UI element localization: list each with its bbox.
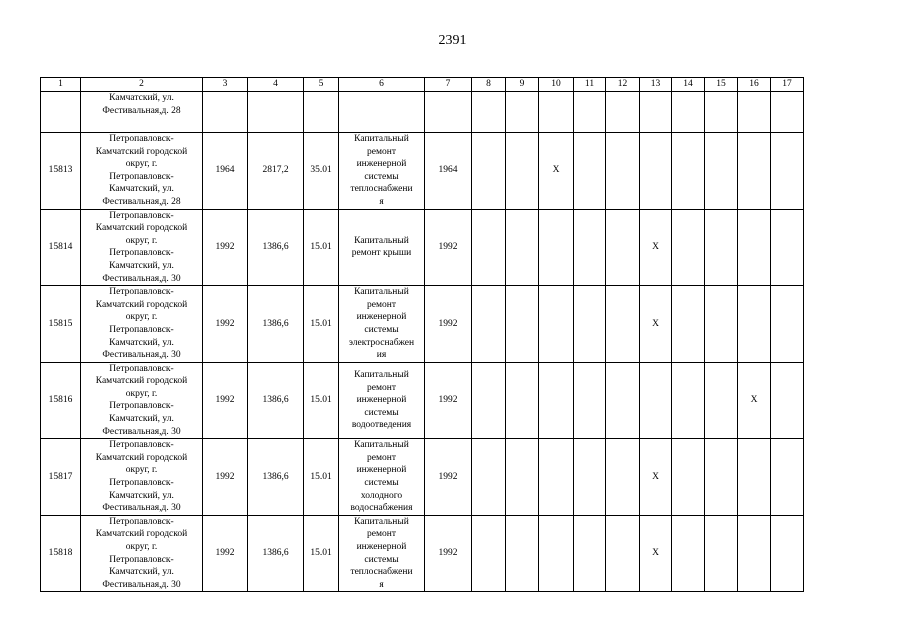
cell-mark-col-15 bbox=[705, 286, 738, 363]
cell-mark-col-9 bbox=[506, 515, 539, 592]
cell-mark-col-10 bbox=[539, 439, 574, 516]
cell-mark-col-15 bbox=[705, 209, 738, 286]
cell-mark-col-15 bbox=[705, 362, 738, 439]
table-body bbox=[41, 92, 804, 592]
cell-mark-col-11 bbox=[574, 362, 606, 439]
cell-area: 1386,6 bbox=[248, 515, 304, 592]
cell-mark-col-17 bbox=[771, 133, 804, 210]
column-header-11: 11 bbox=[574, 78, 606, 92]
cell-area bbox=[248, 92, 304, 133]
column-header-17: 17 bbox=[771, 78, 804, 92]
cell-mark-col-14 bbox=[672, 362, 705, 439]
cell-mark-col-16: X bbox=[738, 362, 771, 439]
cell-year: 1964 bbox=[203, 133, 248, 210]
cell-mark-col-15 bbox=[705, 133, 738, 210]
cell-plan-year: 1992 bbox=[425, 439, 472, 516]
cell-plan-year: 1992 bbox=[425, 515, 472, 592]
cell-work-type: Капитальный ремонт инженерной системы теплоснабжени я bbox=[339, 515, 425, 592]
cell-mark-col-9 bbox=[506, 439, 539, 516]
cell-plan-year bbox=[425, 92, 472, 133]
cell-year: 1992 bbox=[203, 286, 248, 363]
cell-mark-col-9 bbox=[506, 92, 539, 133]
cell-mark-col-11 bbox=[574, 133, 606, 210]
cell-mark-col-15 bbox=[705, 92, 738, 133]
cell-mark-col-10 bbox=[539, 515, 574, 592]
cell-work-type: Капитальный ремонт инженерной системы холодного водоснабжения bbox=[339, 439, 425, 516]
cell-mark-col-8 bbox=[472, 515, 506, 592]
cell-mark-col-16 bbox=[738, 133, 771, 210]
cell-code: 15.01 bbox=[304, 209, 339, 286]
table-row bbox=[41, 515, 804, 592]
table-row bbox=[41, 439, 804, 516]
cell-code: 15.01 bbox=[304, 362, 339, 439]
header-row bbox=[41, 78, 804, 92]
cell-mark-col-12 bbox=[606, 92, 640, 133]
cell-mark-col-16 bbox=[738, 286, 771, 363]
cell-mark-col-16 bbox=[738, 515, 771, 592]
cell-code: 35.01 bbox=[304, 133, 339, 210]
cell-address: Петропавловск- Камчатский городской округ, г. Петропавловск- Камчатский, ул. Фестивальная,д. 30 bbox=[81, 439, 203, 516]
column-header-2: 2 bbox=[81, 78, 203, 92]
cell-area: 1386,6 bbox=[248, 362, 304, 439]
table-row bbox=[41, 209, 804, 286]
cell-mark-col-13: X bbox=[640, 286, 672, 363]
cell-mark-col-17 bbox=[771, 92, 804, 133]
cell-area: 1386,6 bbox=[248, 286, 304, 363]
cell-mark-col-15 bbox=[705, 515, 738, 592]
column-header-6: 6 bbox=[339, 78, 425, 92]
cell-mark-col-10 bbox=[539, 362, 574, 439]
cell-plan-year: 1992 bbox=[425, 286, 472, 363]
cell-year: 1992 bbox=[203, 439, 248, 516]
cell-year: 1992 bbox=[203, 515, 248, 592]
cell-mark-col-11 bbox=[574, 209, 606, 286]
cell-id bbox=[41, 92, 81, 133]
cell-mark-col-14 bbox=[672, 439, 705, 516]
cell-mark-col-10: X bbox=[539, 133, 574, 210]
cell-mark-col-11 bbox=[574, 92, 606, 133]
cell-address: Петропавловск- Камчатский городской округ, г. Петропавловск- Камчатский, ул. Фестивальная,д. 30 bbox=[81, 515, 203, 592]
cell-mark-col-13 bbox=[640, 362, 672, 439]
cell-mark-col-13 bbox=[640, 92, 672, 133]
column-header-4: 4 bbox=[248, 78, 304, 92]
cell-mark-col-17 bbox=[771, 286, 804, 363]
cell-mark-col-12 bbox=[606, 286, 640, 363]
cell-mark-col-13 bbox=[640, 133, 672, 210]
cell-mark-col-11 bbox=[574, 515, 606, 592]
cell-address: Камчатский, ул. Фестивальная,д. 28 bbox=[81, 92, 203, 133]
cell-mark-col-8 bbox=[472, 286, 506, 363]
cell-work-type: Капитальный ремонт крыши bbox=[339, 209, 425, 286]
cell-mark-col-12 bbox=[606, 515, 640, 592]
cell-mark-col-12 bbox=[606, 209, 640, 286]
cell-mark-col-11 bbox=[574, 286, 606, 363]
column-header-9: 9 bbox=[506, 78, 539, 92]
cell-mark-col-9 bbox=[506, 362, 539, 439]
cell-code: 15.01 bbox=[304, 286, 339, 363]
column-header-5: 5 bbox=[304, 78, 339, 92]
cell-mark-col-13: X bbox=[640, 209, 672, 286]
cell-mark-col-14 bbox=[672, 92, 705, 133]
table-row bbox=[41, 133, 804, 210]
cell-address: Петропавловск- Камчатский городской округ, г. Петропавловск- Камчатский, ул. Фестивальная,д. 30 bbox=[81, 209, 203, 286]
cell-mark-col-14 bbox=[672, 133, 705, 210]
cell-area: 1386,6 bbox=[248, 439, 304, 516]
cell-id: 15818 bbox=[41, 515, 81, 592]
cell-mark-col-17 bbox=[771, 209, 804, 286]
cell-mark-col-8 bbox=[472, 439, 506, 516]
cell-plan-year: 1992 bbox=[425, 362, 472, 439]
column-header-15: 15 bbox=[705, 78, 738, 92]
cell-mark-col-9 bbox=[506, 209, 539, 286]
cell-mark-col-12 bbox=[606, 439, 640, 516]
cell-mark-col-8 bbox=[472, 133, 506, 210]
cell-id: 15817 bbox=[41, 439, 81, 516]
cell-mark-col-14 bbox=[672, 515, 705, 592]
column-header-10: 10 bbox=[539, 78, 574, 92]
cell-year bbox=[203, 92, 248, 133]
column-header-12: 12 bbox=[606, 78, 640, 92]
cell-mark-col-8 bbox=[472, 362, 506, 439]
cell-code: 15.01 bbox=[304, 515, 339, 592]
column-header-3: 3 bbox=[203, 78, 248, 92]
cell-mark-col-16 bbox=[738, 92, 771, 133]
cell-year: 1992 bbox=[203, 209, 248, 286]
cell-id: 15814 bbox=[41, 209, 81, 286]
cell-mark-col-8 bbox=[472, 92, 506, 133]
cell-mark-col-14 bbox=[672, 209, 705, 286]
cell-mark-col-9 bbox=[506, 286, 539, 363]
cell-mark-col-17 bbox=[771, 439, 804, 516]
cell-year: 1992 bbox=[203, 362, 248, 439]
cell-plan-year: 1992 bbox=[425, 209, 472, 286]
cell-work-type: Капитальный ремонт инженерной системы водоотведения bbox=[339, 362, 425, 439]
column-header-14: 14 bbox=[672, 78, 705, 92]
table-row bbox=[41, 92, 804, 133]
cell-address: Петропавловск- Камчатский городской округ, г. Петропавловск- Камчатский, ул. Фестивальная,д. 28 bbox=[81, 133, 203, 210]
cell-area: 2817,2 bbox=[248, 133, 304, 210]
cell-work-type bbox=[339, 92, 425, 133]
cell-plan-year: 1964 bbox=[425, 133, 472, 210]
cell-mark-col-14 bbox=[672, 286, 705, 363]
cell-mark-col-12 bbox=[606, 133, 640, 210]
page-number: 2391 bbox=[438, 33, 467, 48]
cell-address: Петропавловск- Камчатский городской округ, г. Петропавловск- Камчатский, ул. Фестивальная,д. 30 bbox=[81, 286, 203, 363]
cell-id: 15815 bbox=[41, 286, 81, 363]
column-header-1: 1 bbox=[41, 78, 81, 92]
registry-table bbox=[40, 77, 804, 592]
cell-code bbox=[304, 92, 339, 133]
cell-work-type: Капитальный ремонт инженерной системы электроснабжен ия bbox=[339, 286, 425, 363]
cell-code: 15.01 bbox=[304, 439, 339, 516]
table-row bbox=[41, 362, 804, 439]
column-header-13: 13 bbox=[640, 78, 672, 92]
cell-id: 15813 bbox=[41, 133, 81, 210]
cell-mark-col-12 bbox=[606, 362, 640, 439]
cell-mark-col-9 bbox=[506, 133, 539, 210]
cell-mark-col-16 bbox=[738, 439, 771, 516]
column-header-7: 7 bbox=[425, 78, 472, 92]
cell-mark-col-17 bbox=[771, 515, 804, 592]
cell-area: 1386,6 bbox=[248, 209, 304, 286]
cell-mark-col-17 bbox=[771, 362, 804, 439]
cell-mark-col-8 bbox=[472, 209, 506, 286]
cell-work-type: Капитальный ремонт инженерной системы теплоснабжени я bbox=[339, 133, 425, 210]
cell-mark-col-16 bbox=[738, 209, 771, 286]
cell-mark-col-13: X bbox=[640, 515, 672, 592]
cell-address: Петропавловск- Камчатский городской округ, г. Петропавловск- Камчатский, ул. Фестивальная,д. 30 bbox=[81, 362, 203, 439]
cell-mark-col-10 bbox=[539, 209, 574, 286]
column-header-8: 8 bbox=[472, 78, 506, 92]
cell-mark-col-10 bbox=[539, 286, 574, 363]
table-row bbox=[41, 286, 804, 363]
cell-mark-col-13: X bbox=[640, 439, 672, 516]
cell-id: 15816 bbox=[41, 362, 81, 439]
cell-mark-col-10 bbox=[539, 92, 574, 133]
cell-mark-col-15 bbox=[705, 439, 738, 516]
cell-mark-col-11 bbox=[574, 439, 606, 516]
column-header-16: 16 bbox=[738, 78, 771, 92]
